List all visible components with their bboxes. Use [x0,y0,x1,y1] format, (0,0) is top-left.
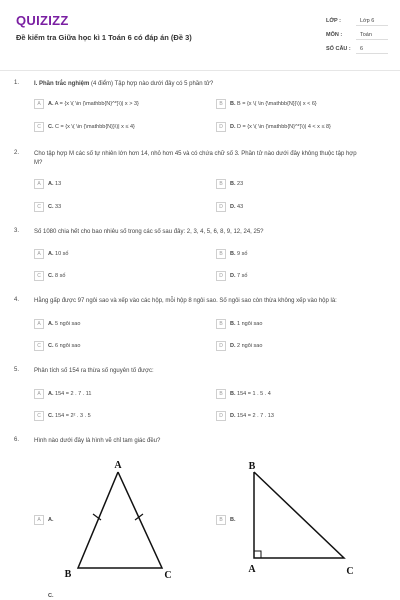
vertex-label: A [114,460,122,471]
meta-key: SỐ CÂU : [326,46,351,52]
quizizz-logo: QUIZIZZ [16,13,69,28]
option-label: C. [48,203,54,210]
option-c[interactable] [34,340,80,351]
meta-row-class [326,14,388,28]
option-c[interactable] [34,121,135,132]
option-b[interactable] [216,388,271,399]
option-letter-box: D [216,122,226,132]
option-label: A. [48,320,54,327]
option-b[interactable] [216,178,243,189]
option-letter-box: B [216,515,226,525]
meta-value: Toán [356,30,388,40]
option-letter-box: B [216,179,226,189]
option-d[interactable] [216,340,262,351]
option-label: A. [48,100,54,107]
question-text [34,80,364,89]
option-label: C. [48,272,54,279]
option-letter-box: B [216,249,226,259]
question-text: Số 1080 chia hết cho bao nhiêu số trong các số sau đây: 2, 3, 4, 5, 6, 8, 9, 12, 24, 25? [34,229,264,235]
option-label: A. [48,390,54,397]
option-letter-box: D [216,271,226,281]
option-d[interactable] [216,201,243,212]
question-body: (4 điểm) Tập hợp nào dưới đây có 5 phần tử? [89,81,214,87]
option-letter-box: B [216,99,226,109]
option-text: 2 ngôi sao [237,342,263,349]
option-text: 7 số [237,272,248,279]
option-text: 33 [55,203,62,210]
option-text: 10 số [55,250,69,257]
option-b[interactable] [216,98,317,109]
option-letter-box: A [34,179,44,189]
question-number: 6. [14,437,20,443]
option-label: C. [48,592,54,599]
meta-key: MÔN : [326,32,343,38]
option-a[interactable] [34,514,54,525]
option-text: 8 số [55,272,66,279]
triangle-figure-a [60,458,180,584]
option-text: 9 số [237,250,248,257]
option-letter-box: D [216,341,226,351]
meta-key: LỚP : [326,18,341,24]
option-c[interactable] [34,201,61,212]
question-text: Hằng gấp được 97 ngôi sao và xếp vào các hộp, mỗi hộp 8 ngôi sao. Số ngôi sao còn thừa không xếp vào hộp là: [34,298,337,304]
option-letter-box: C [34,122,44,132]
question-number: 1. [14,80,20,86]
worksheet-title: Đề kiểm tra Giữa học kì 1 Toán 6 có đáp án (Đề 3) [16,33,192,42]
option-b[interactable] [216,514,236,525]
option-letter-box: C [34,202,44,212]
option-text: B = {x \( \in {\mathbb{N}}\)| x < 6} [237,100,317,107]
triangle-outline [78,472,162,568]
option-letter-box: D [216,411,226,421]
option-d[interactable] [216,121,331,132]
option-a[interactable] [34,318,80,329]
option-label: B. [230,320,236,327]
option-c[interactable] [34,270,65,281]
option-label: B. [230,180,236,187]
option-letter-box: A [34,99,44,109]
option-d[interactable] [216,410,274,421]
option-label: B. [230,516,236,523]
vertex-label: B [64,569,72,580]
vertex-label: B [248,461,256,472]
option-label: D. [230,203,236,210]
option-label: D. [230,342,236,349]
option-label: A. [48,516,54,523]
meta-row-count [326,42,388,56]
option-letter-box: A [34,249,44,259]
option-letter-box: B [216,319,226,329]
option-text: 43 [237,203,244,210]
option-letter-box: C [34,341,44,351]
option-label: B. [230,100,236,107]
option-label: A. [48,180,54,187]
triangle-outline [254,472,344,558]
right-angle-mark [254,551,261,558]
option-b[interactable] [216,248,247,259]
question-number: 3. [14,228,20,234]
option-c[interactable] [34,410,91,421]
option-letter-box: A [34,319,44,329]
question-number: 5. [14,367,20,373]
option-label: C. [48,412,54,419]
vertex-label: C [164,570,172,581]
option-text: C = {x \( \in {\mathbb{N}}\)| x ≤ 4} [55,123,135,130]
option-a[interactable] [34,388,91,399]
option-label: C. [48,123,54,130]
worksheet-meta [326,14,388,56]
option-label: C. [48,342,54,349]
triangle-figure-b [240,458,360,584]
option-letter-box: A [34,389,44,399]
vertex-label: A [248,564,256,575]
option-text: 5 ngôi sao [55,320,81,327]
option-text: 154 = 2² . 3 . 5 [55,412,91,419]
option-a[interactable] [34,178,61,189]
option-label: A. [48,250,54,257]
question-text: Hình nào dưới đây là hình vẽ chỉ tam giác đều? [34,438,161,444]
option-text: 154 = 1 . 5 . 4 [237,390,271,397]
option-text: D = {x \( \in {\mathbb{N}^*}\)| 4 < x ≤ 8} [237,123,331,130]
vertex-label: C [346,566,354,577]
option-label: D. [230,272,236,279]
option-c[interactable] [48,590,54,600]
option-label: B. [230,250,236,257]
option-letter-box: C [34,271,44,281]
option-d[interactable] [216,270,247,281]
option-text: 23 [237,180,244,187]
meta-value: Lớp 6 [356,16,388,26]
option-letter-box: C [34,411,44,421]
option-text: 6 ngôi sao [55,342,81,349]
option-text: 154 = 2 . 7 . 13 [237,412,274,419]
header-divider [0,70,400,71]
question-text: Cho tập hợp M các số tự nhiên lớn hơn 14, nhỏ hơn 45 và có chứa chữ số 3. Phần tử nào dưới đây không thuộc tập hợp M? [34,151,357,166]
option-label: D. [230,123,236,130]
meta-value: 6 [356,44,388,54]
question-prefix: I. Phần trắc nghiệm [34,81,90,87]
option-letter-box: A [34,515,44,525]
worksheet-header [0,0,400,68]
question-text: Phân tích số 154 ra thừa số nguyên tố được: [34,368,154,374]
meta-row-subject [326,28,388,42]
option-text: 154 = 2 . 7 . 11 [55,390,92,397]
question-number: 4. [14,297,20,303]
option-text: 13 [55,180,62,187]
option-letter-box: B [216,389,226,399]
option-b[interactable] [216,318,262,329]
option-letter-box: D [216,202,226,212]
option-text: A = {x \( \in {\mathbb{N}^*}\)| x > 3} [54,100,139,107]
question-number: 2. [14,150,20,156]
option-a[interactable] [34,248,69,259]
option-text: 1 ngôi sao [237,320,263,327]
option-label: B. [230,390,236,397]
option-label: D. [230,412,236,419]
option-a[interactable] [34,98,139,109]
